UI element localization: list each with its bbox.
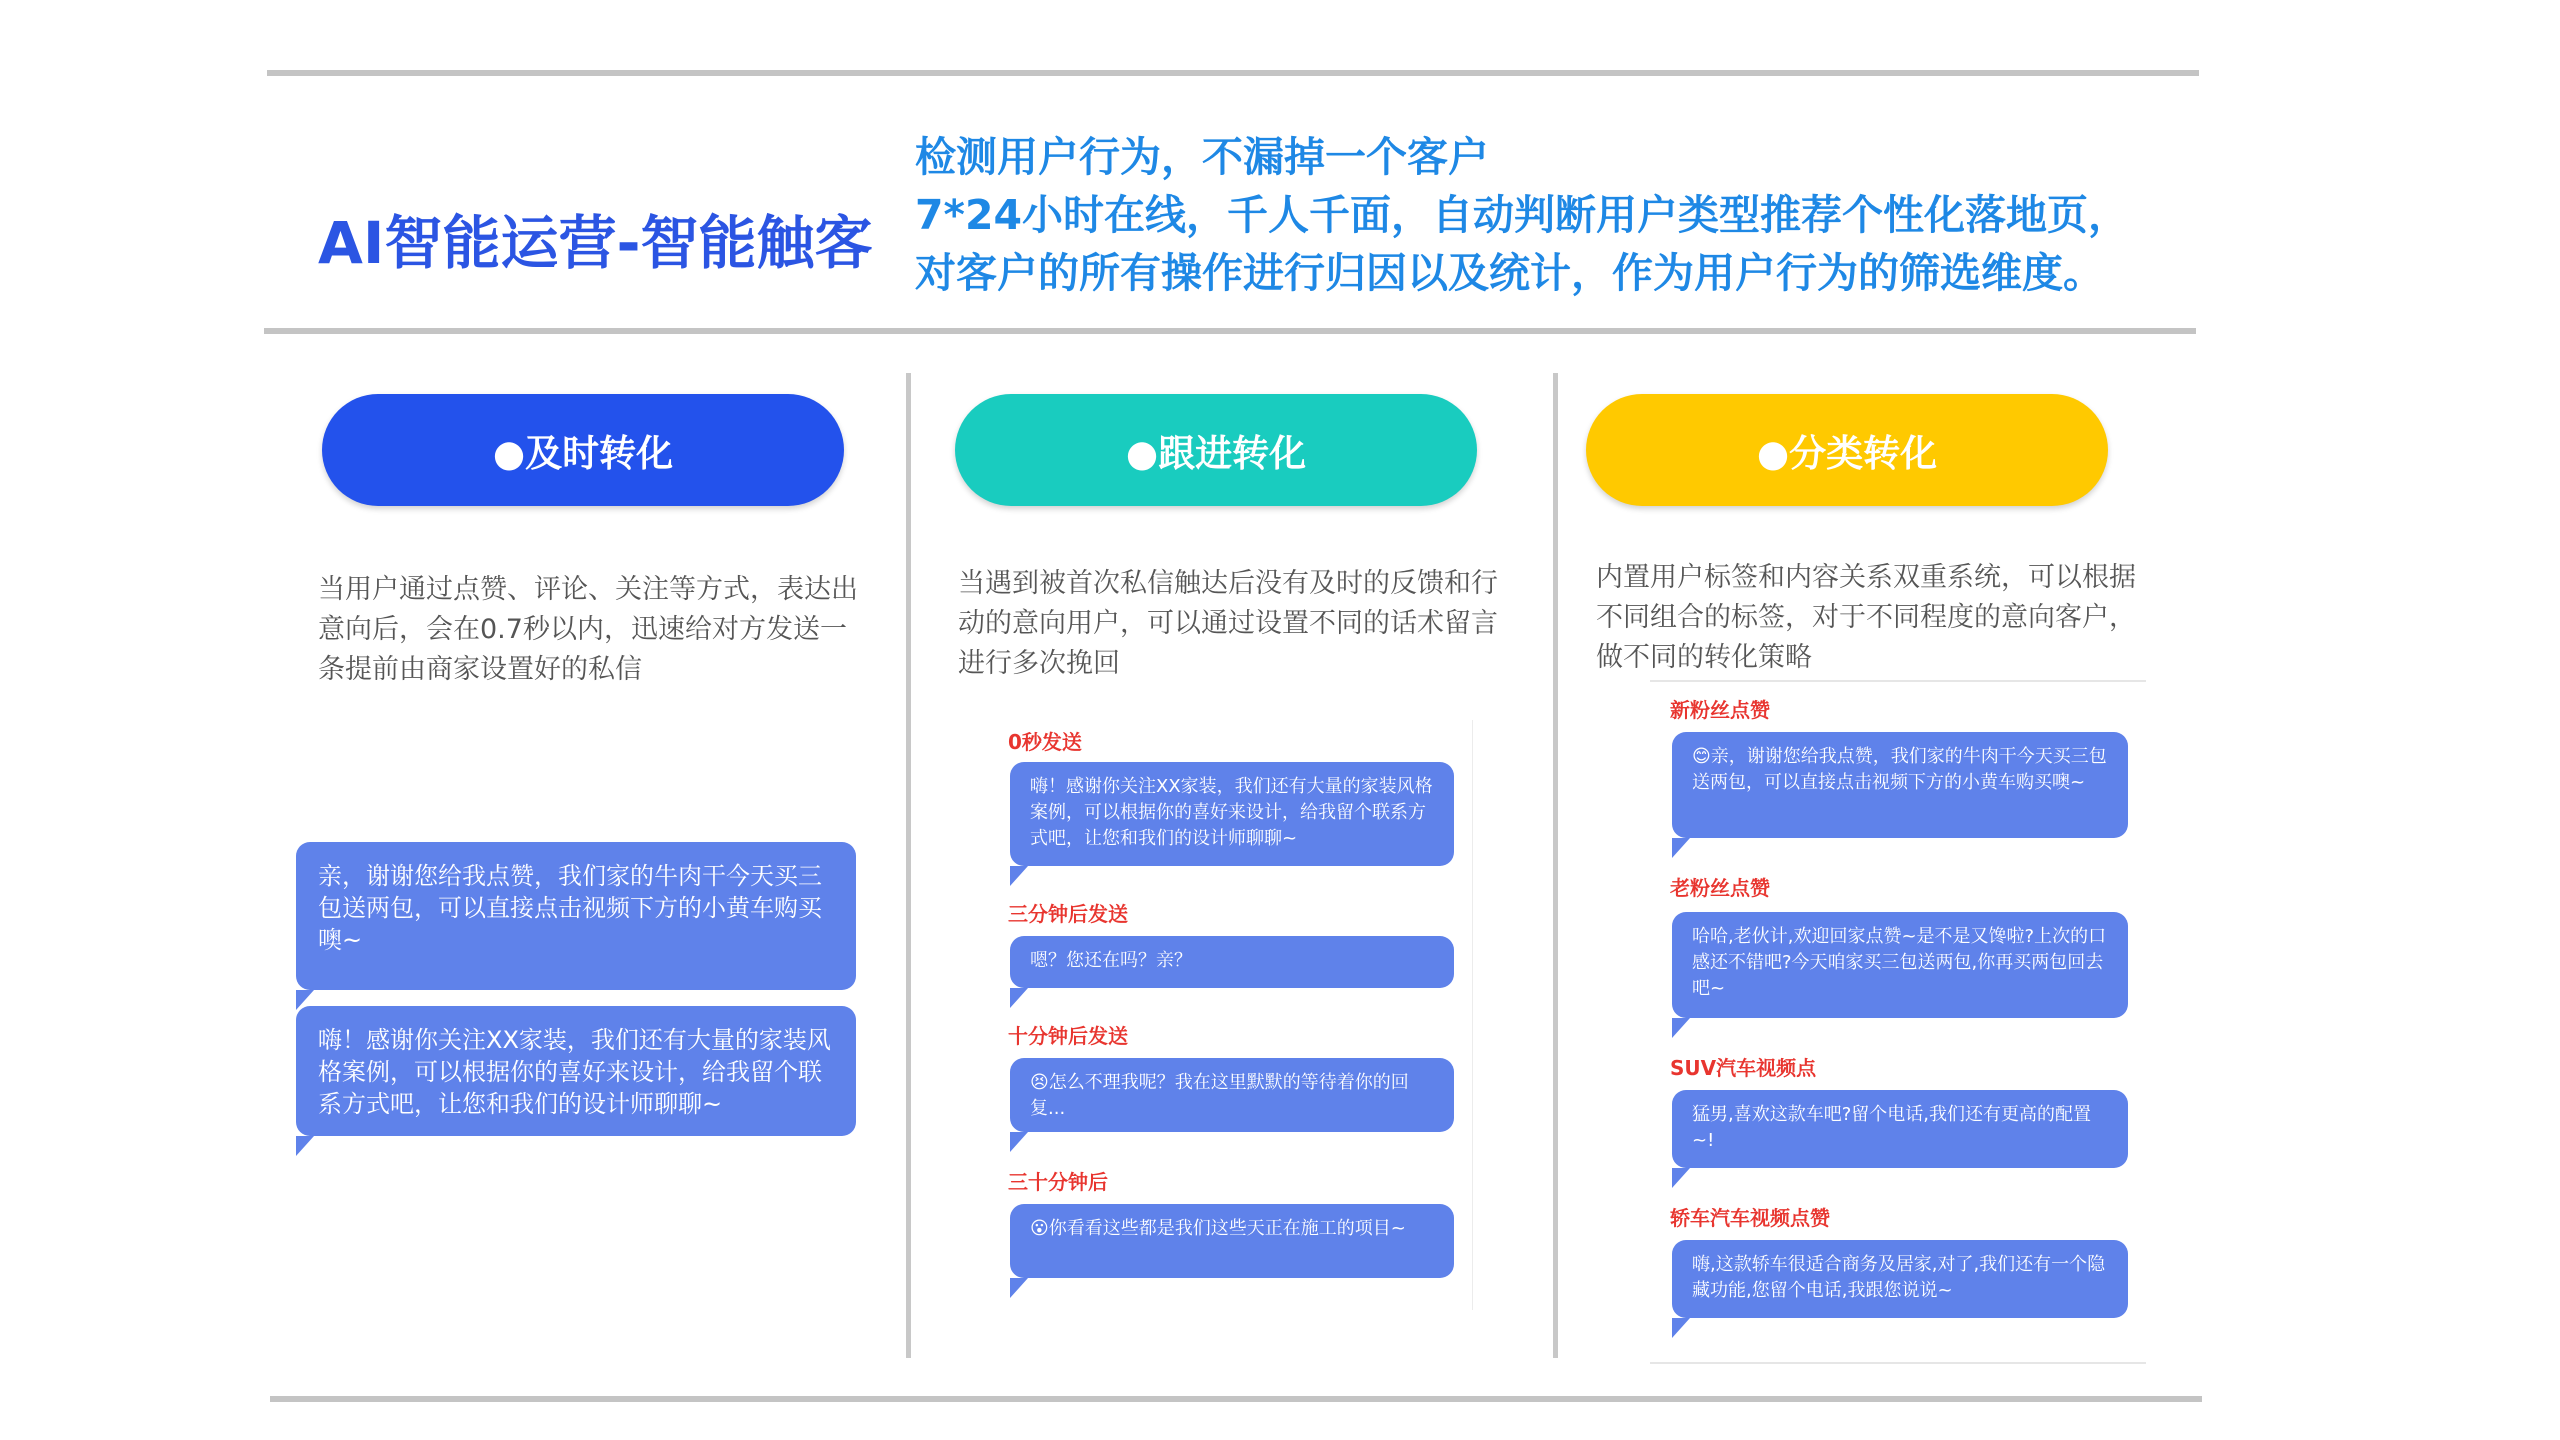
chat-bubble: 嗨,这款轿车很适合商务及居家,对了,我们还有一个隐藏功能,您留个电话,我跟您说说~ xyxy=(1672,1240,2128,1318)
delay-tag: 十分钟后发送 xyxy=(1008,1024,1128,1048)
audience-tag: 老粉丝点赞 xyxy=(1670,876,1770,900)
panel-bottom-rule xyxy=(1650,1362,2146,1364)
page-title: AI智能运营-智能触客 xyxy=(318,209,873,277)
column-divider-2 xyxy=(1553,373,1558,1358)
pill-timely-conversion: ●及时转化 xyxy=(322,394,844,506)
delay-tag: 三分钟后发送 xyxy=(1008,902,1128,926)
delay-tag: 三十分钟后 xyxy=(1008,1170,1108,1194)
chat-bubble: 哈哈,老伙计,欢迎回家点赞~是不是又馋啦?上次的口感还不错吧?今天咱家买三包送两包,你再买两包回去吧~ xyxy=(1672,912,2128,1018)
panel-top-rule xyxy=(1650,680,2146,682)
audience-tag: 新粉丝点赞 xyxy=(1670,698,1770,722)
column-divider-1 xyxy=(906,373,911,1358)
pill-category-conversion: ●分类转化 xyxy=(1586,394,2108,506)
description-category-conversion: 内置用户标签和内容关系双重系统，可以根据不同组合的标签，对于不同程度的意向客户，做不同的转化策略 xyxy=(1596,562,2136,673)
chat-bubble: 猛男,喜欢这款车吧?留个电话,我们还有更高的配置~! xyxy=(1672,1090,2128,1168)
audience-tag: 轿车汽车视频点赞 xyxy=(1670,1206,1830,1230)
chat-bubble: 😊亲，谢谢您给我点赞，我们家的牛肉干今天买三包送两包，可以直接点击视频下方的小黄车购买噢~ xyxy=(1672,732,2128,838)
audience-tag: SUV汽车视频点 xyxy=(1670,1056,1817,1080)
pill-followup-conversion: ●跟进转化 xyxy=(955,394,1477,506)
chat-bubble: 嗨！感谢你关注XX家装，我们还有大量的家装风格案例，可以根据你的喜好来设计，给我留个联系方式吧，让您和我们的设计师聊聊~ xyxy=(1010,762,1454,866)
bottom-divider xyxy=(270,1396,2202,1402)
chat-bubble: 嗯？您还在吗？亲？ xyxy=(1010,936,1454,988)
headline-3: 对客户的所有操作进行归因以及统计，作为用户行为的筛选维度。 xyxy=(915,249,2104,297)
top-divider xyxy=(267,70,2199,76)
chat-bubble: 😮你看看这些都是我们这些天正在施工的项目~ xyxy=(1010,1204,1454,1278)
chat-bubble: 😣怎么不理我呢？我在这里默默的等待着你的回复... xyxy=(1010,1058,1454,1132)
header-divider xyxy=(264,328,2196,334)
headline-1: 检测用户行为，不漏掉一个客户 xyxy=(915,133,1489,181)
chat-bubble: 嗨！感谢你关注XX家装，我们还有大量的家装风格案例，可以根据你的喜好来设计，给我留个联系方式吧，让您和我们的设计师聊聊~ xyxy=(296,1006,856,1136)
headline-2: 7*24小时在线，千人千面，自动判断用户类型推荐个性化落地页， xyxy=(915,191,2130,239)
description-timely-conversion: 当用户通过点赞、评论、关注等方式，表达出意向后，会在0.7秒以内，迅速给对方发送一条提前由商家设置好的私信 xyxy=(318,574,858,685)
chat-bubble: 亲，谢谢您给我点赞，我们家的牛肉干今天买三包送两包，可以直接点击视频下方的小黄车购买噢~ xyxy=(296,842,856,990)
description-followup-conversion: 当遇到被首次私信触达后没有及时的反馈和行动的意向用户，可以通过设置不同的话术留言进行多次挽回 xyxy=(958,568,1498,679)
header-headlines xyxy=(915,128,2129,302)
delay-tag: 0秒发送 xyxy=(1008,730,1082,754)
